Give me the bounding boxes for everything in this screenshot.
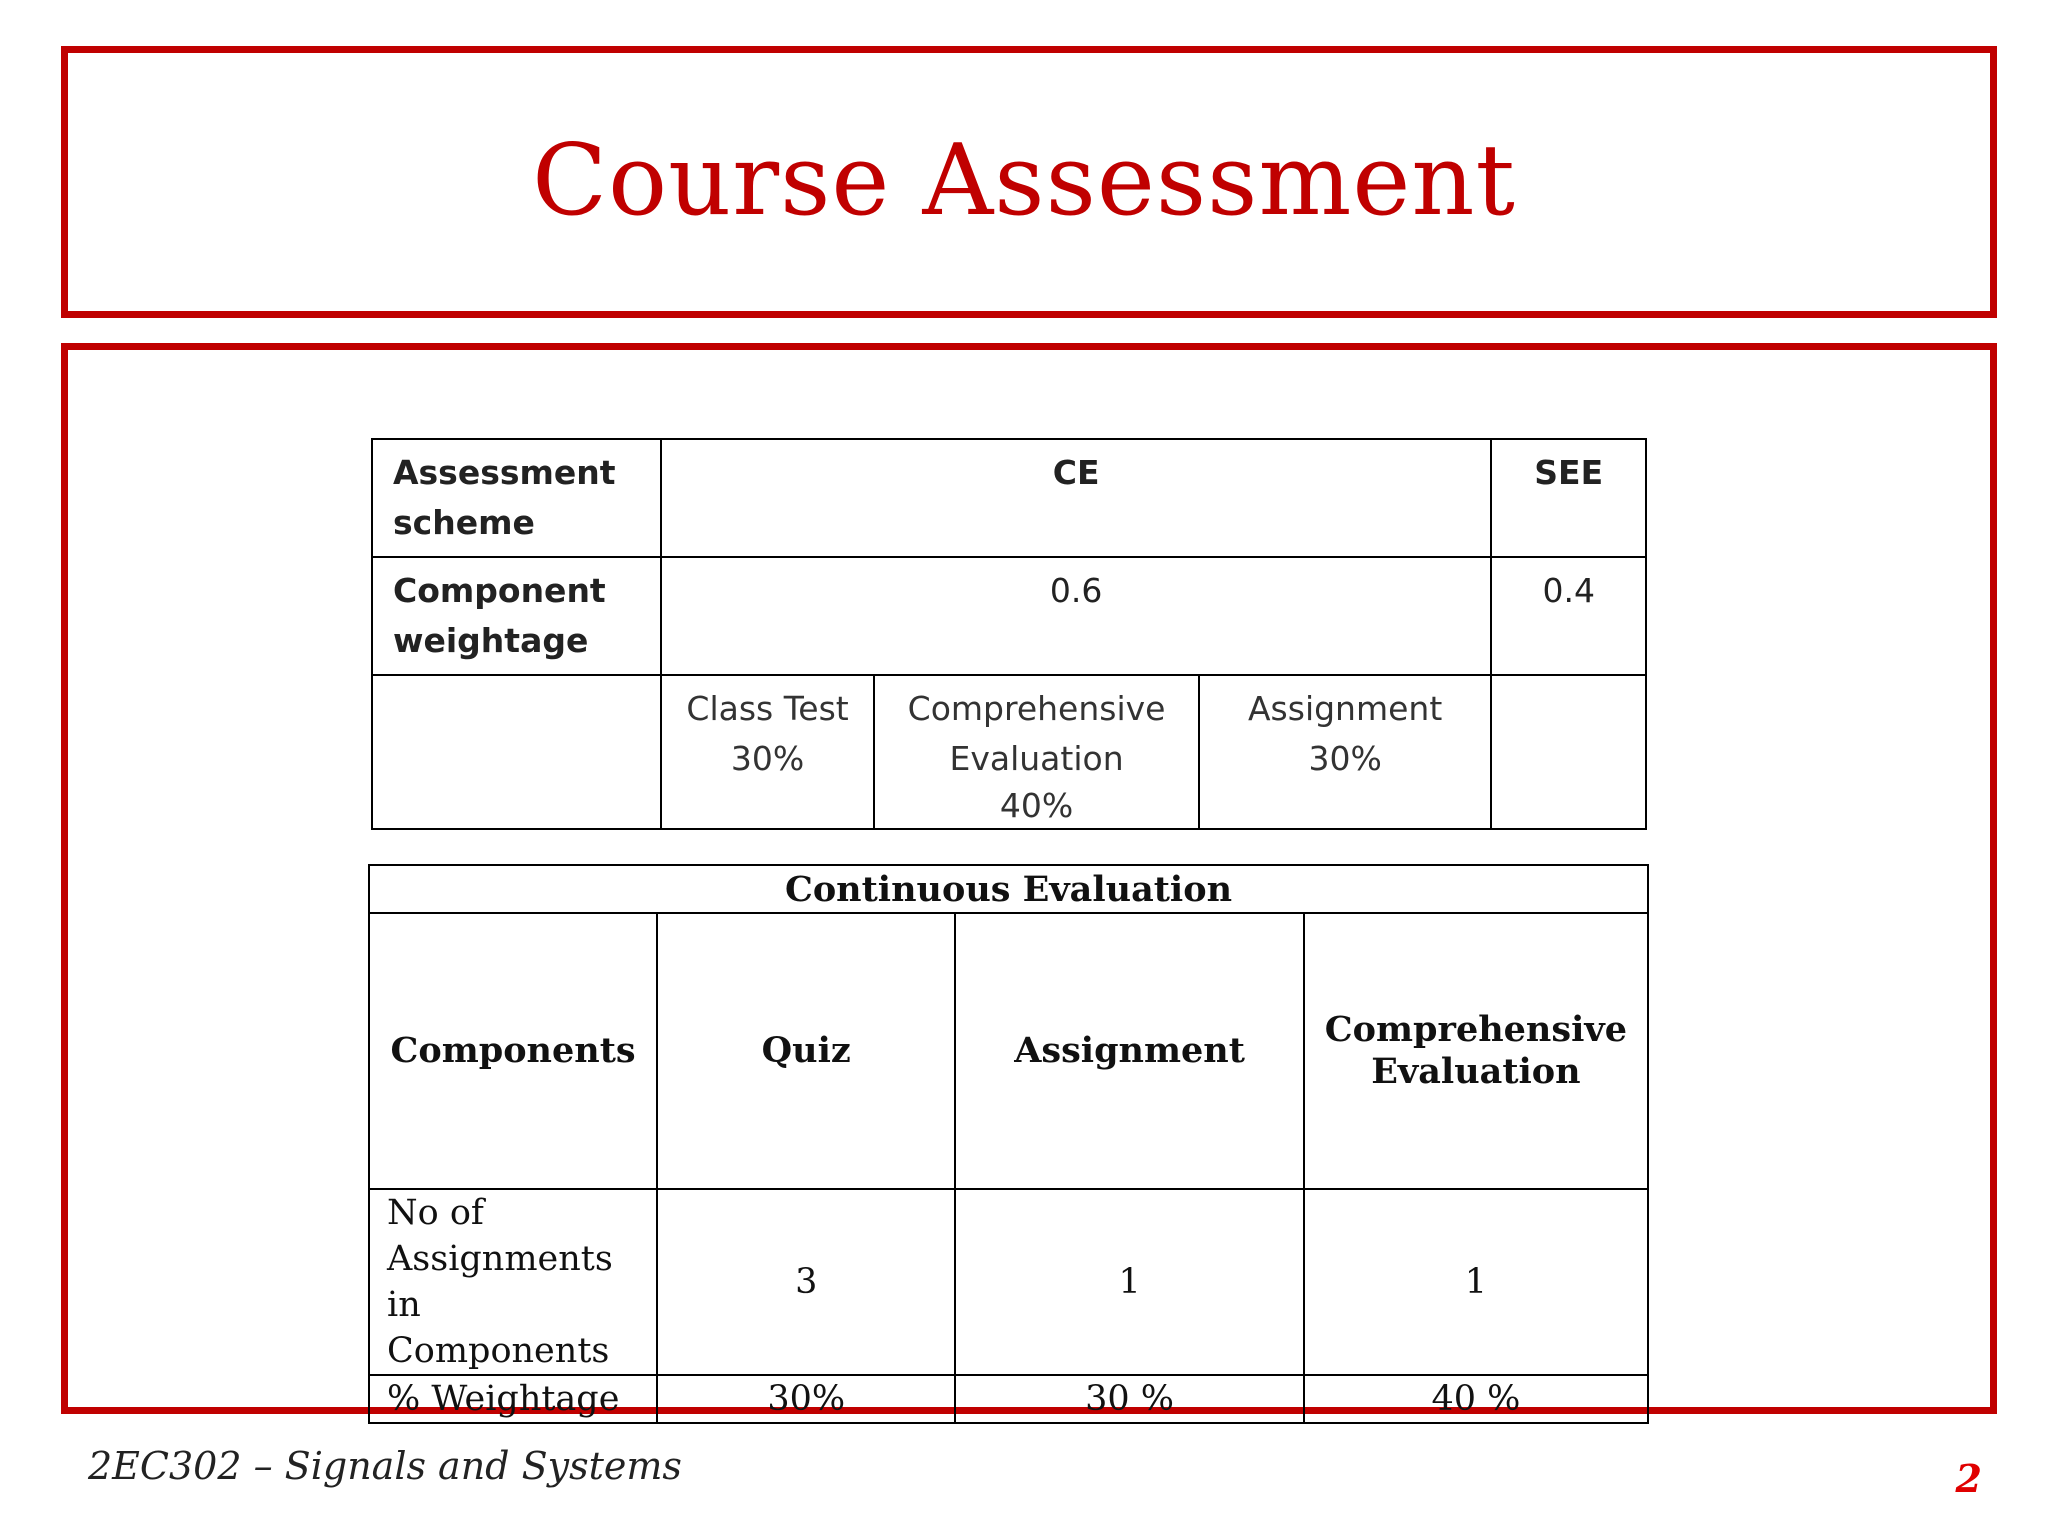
class-test-cell (661, 675, 874, 829)
comp-eval-name-2: Evaluation (949, 739, 1124, 778)
comp-eval-pct: 40% (999, 786, 1074, 825)
table-cell: 40 % (1304, 1375, 1648, 1423)
table-row (369, 913, 1648, 1189)
continuous-evaluation-table (368, 864, 1649, 1424)
table-row (369, 1189, 1648, 1375)
column-header: Comprehensive Evaluation (1304, 913, 1648, 1189)
row-label: No of Assignments in Components (369, 1189, 657, 1375)
component-weightage-label: Component weightage (372, 557, 661, 675)
table-cell: 1 (955, 1189, 1303, 1375)
table-cell: 3 (657, 1189, 955, 1375)
column-header: Quiz (657, 913, 955, 1189)
comp-eval-cell (874, 675, 1199, 829)
table-row (369, 865, 1648, 913)
table-cell: 1 (1304, 1189, 1648, 1375)
class-test-name: Class Test (686, 689, 849, 728)
assignment-pct: 30% (1308, 739, 1382, 778)
row-label: % Weightage (369, 1375, 657, 1423)
column-header: Components (369, 913, 657, 1189)
empty-cell (372, 675, 661, 829)
table-row (369, 1375, 1648, 1423)
table-row (372, 557, 1646, 675)
see-header: SEE (1491, 439, 1646, 557)
assessment-scheme-table (371, 438, 1647, 830)
table-cell: 30 % (955, 1375, 1303, 1423)
table-cell: 30% (657, 1375, 955, 1423)
slide-title: Course Assessment (532, 124, 1516, 238)
assignment-name: Assignment (1247, 689, 1443, 728)
assessment-scheme-label: Assessment scheme (372, 439, 661, 557)
footer-course: 2EC302 – Signals and Systems (88, 1444, 682, 1488)
table-header: Continuous Evaluation (369, 865, 1648, 913)
comp-eval-name-1: Comprehensive (907, 689, 1166, 728)
table-row (372, 675, 1646, 829)
assignment-cell (1199, 675, 1492, 829)
column-header: Assignment (955, 913, 1303, 1189)
ce-header: CE (661, 439, 1492, 557)
table-row (372, 439, 1646, 557)
page-number: 2 (1955, 1456, 1982, 1501)
class-test-pct: 30% (730, 739, 805, 778)
ce-weight: 0.6 (661, 557, 1492, 675)
empty-cell (1491, 675, 1646, 829)
see-weight: 0.4 (1491, 557, 1646, 675)
